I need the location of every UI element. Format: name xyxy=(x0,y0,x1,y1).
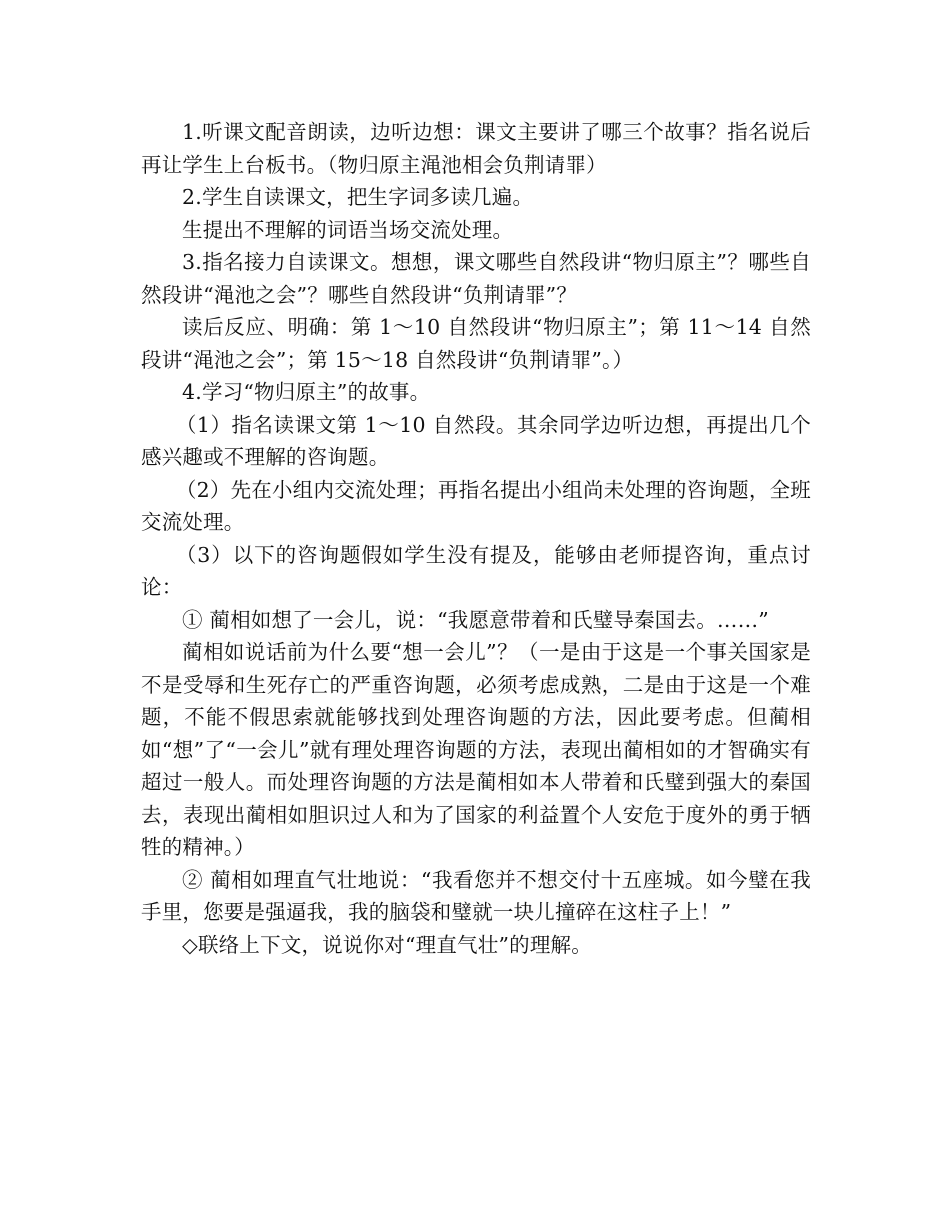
paragraph-1: 1.听课文配音朗读，边听边想：课文主要讲了哪三个故事？指名说后再让学生上台板书。（物归原主渑池相会负荆请罪） xyxy=(141,120,811,177)
paragraph-3: 生提出不理解的词语当场交流处理。 xyxy=(182,217,514,242)
paragraph-6: 4.学习“物归原主”的故事。 xyxy=(182,380,431,404)
paragraph-13: ◇联络上下文，说说你对“理直气壮”的理解。 xyxy=(182,932,592,957)
paragraph-2: 2.学生自读课文，把生字词多读几遍。 xyxy=(182,185,534,209)
paragraph-7: （1）指名读课文第 1～10 自然段。其余同学边听边想，再提出几个感兴趣或不理解的咨询题。 xyxy=(141,412,811,469)
paragraph-5: 读后反应、明确：第 1～10 自然段讲“物归原主”；第 11～14 自然段讲“渑池之会”；第 15～18 自然段讲“负荆请罪”。） xyxy=(141,315,811,372)
paragraph-8: （2）先在小组内交流处理；再指名提出小组尚未处理的咨询题，全班交流处理。 xyxy=(141,477,811,534)
document-page xyxy=(141,116,811,961)
paragraph-4: 3.指名接力自读课文。想想，课文哪些自然段讲“物归原主”？哪些自然段讲“渑池之会”？哪些自然段讲“负荆请罪”？ xyxy=(141,250,811,307)
paragraph-9: （3）以下的咨询题假如学生没有提及，能够由老师提咨询，重点讨论： xyxy=(141,542,811,599)
paragraph-11: 蔺相如说话前为什么要“想一会儿”？（一是由于这是一个事关国家是不是受辱和生死存亡的严重咨询题，必须考虑成熟，二是由于这是一个难题，不能不假思索就能够找到处理咨询题的方法，因此要考虑。但蔺相如“想”了“一会儿”就有理处理咨询题的方法，表现出蔺相如的才智确实有超过一般人。而处理咨询题的方法是蔺相如本人带着和氏璧到强大的秦国去，表现出蔺相如胆识过人和为了国家的利益置个人安危于度外的勇于牺牲的精神。） xyxy=(141,640,811,859)
paragraph-12: ② 蔺相如理直气壮地说：“我看您并不想交付十五座城。如今璧在我手里，您要是强逼我，我的脑袋和璧就一块儿撞碎在这柱子上！” xyxy=(141,867,811,924)
paragraph-10: ① 蔺相如想了一会儿，说：“我愿意带着和氏璧导秦国去。……” xyxy=(182,607,769,632)
